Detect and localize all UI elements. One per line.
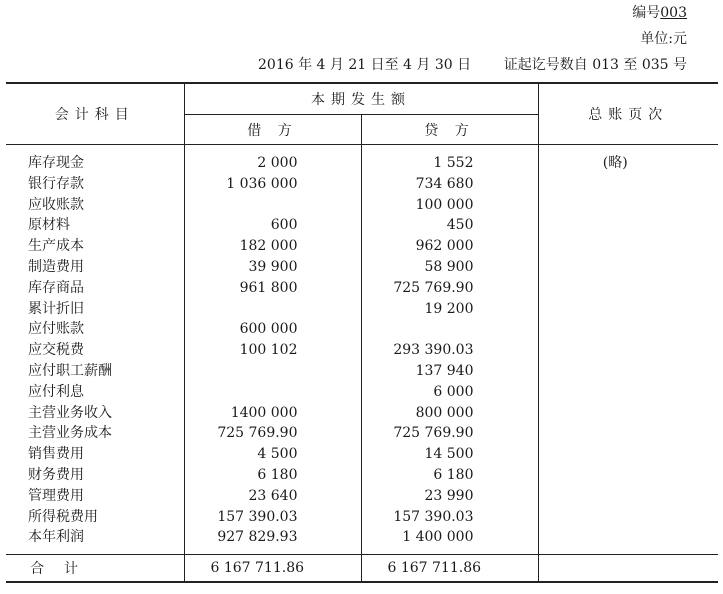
- credit-amount: 1 552: [361, 145, 538, 174]
- credit-amount: 100 000: [361, 195, 538, 216]
- header-credit: 贷 方: [361, 115, 538, 145]
- ledger-page-cell: [538, 423, 718, 444]
- currency-unit: 单位:元: [640, 31, 687, 47]
- credit-amount: 800 000: [361, 403, 538, 424]
- ledger-page-cell: [538, 278, 718, 299]
- ledger-page-cell: [538, 527, 718, 554]
- ledger-page-cell: [538, 361, 718, 382]
- ledger-page-cell: [538, 382, 718, 403]
- credit-amount: [361, 319, 538, 340]
- debit-amount: 1 036 000: [184, 174, 361, 195]
- ledger-page-cell: [538, 195, 718, 216]
- debit-amount: [184, 195, 361, 216]
- table-row: [6, 319, 718, 340]
- table-row: [6, 382, 718, 403]
- table-row: [6, 486, 718, 507]
- credit-amount: 1 400 000: [361, 527, 538, 554]
- ledger-page-cell: [538, 215, 718, 236]
- table-row: [6, 145, 718, 174]
- header-debit: 借 方: [184, 115, 361, 145]
- ledger-page-cell: [538, 299, 718, 320]
- ledger-page-cell: [538, 257, 718, 278]
- credit-amount: 725 769.90: [361, 423, 538, 444]
- debit-amount: 2 000: [184, 145, 361, 174]
- total-credit: 6 167 711.86: [361, 555, 538, 583]
- table-row: [6, 278, 718, 299]
- account-name: 应交税费: [6, 340, 184, 361]
- credit-amount: 6 180: [361, 465, 538, 486]
- account-name: 应付账款: [6, 319, 184, 340]
- debit-amount: 600 000: [184, 319, 361, 340]
- debit-amount: 100 102: [184, 340, 361, 361]
- total-label: 合计: [6, 555, 184, 583]
- reporting-period: 2016 年 4 月 21 日至 4 月 30 日: [258, 57, 472, 73]
- table-row: [6, 174, 718, 195]
- table-row: [6, 444, 718, 465]
- debit-amount: [184, 382, 361, 403]
- credit-amount: 6 000: [361, 382, 538, 403]
- debit-amount: [184, 299, 361, 320]
- account-name: 应付利息: [6, 382, 184, 403]
- credit-amount: 725 769.90: [361, 278, 538, 299]
- credit-amount: 23 990: [361, 486, 538, 507]
- credit-amount: 962 000: [361, 236, 538, 257]
- credit-amount: 157 390.03: [361, 507, 538, 528]
- debit-amount: 600: [184, 215, 361, 236]
- credit-amount: 450: [361, 215, 538, 236]
- total-page-cell: [538, 555, 718, 583]
- account-name: 原材料: [6, 215, 184, 236]
- total-debit: 6 167 711.86: [184, 555, 361, 583]
- account-name: 主营业务收入: [6, 403, 184, 424]
- debit-amount: 23 640: [184, 486, 361, 507]
- debit-amount: 4 500: [184, 444, 361, 465]
- table-row: [6, 195, 718, 216]
- table-row: [6, 215, 718, 236]
- ledger-page-cell: [538, 319, 718, 340]
- account-name: 库存现金: [6, 145, 184, 174]
- table-row: [6, 257, 718, 278]
- table-row: [6, 423, 718, 444]
- table-row: [6, 507, 718, 528]
- debit-amount: 157 390.03: [184, 507, 361, 528]
- account-name: 库存商品: [6, 278, 184, 299]
- voucher-range: 证起讫号数自 013 至 035 号: [503, 57, 687, 73]
- debit-amount: 1400 000: [184, 403, 361, 424]
- ledger-page-cell: [538, 486, 718, 507]
- ledger-page-cell: [538, 340, 718, 361]
- table-row: [6, 236, 718, 257]
- credit-amount: 19 200: [361, 299, 538, 320]
- credit-amount: 293 390.03: [361, 340, 538, 361]
- debit-amount: [184, 361, 361, 382]
- table-row: [6, 527, 718, 554]
- debit-amount: 39 900: [184, 257, 361, 278]
- header-period-amount: 本期发生额: [184, 83, 538, 115]
- ledger-page-cell: [538, 174, 718, 195]
- account-name: 所得税费用: [6, 507, 184, 528]
- table-row: [6, 340, 718, 361]
- account-name: 管理费用: [6, 486, 184, 507]
- account-name: 生产成本: [6, 236, 184, 257]
- account-name: 应收账款: [6, 195, 184, 216]
- table-row: [6, 403, 718, 424]
- document-number-label: 编号: [632, 5, 661, 21]
- account-name: 本年利润: [6, 527, 184, 554]
- account-name: 销售费用: [6, 444, 184, 465]
- account-name: 应付职工薪酬: [6, 361, 184, 382]
- account-name: 制造费用: [6, 257, 184, 278]
- table-row: [6, 361, 718, 382]
- ledger-page-cell: [538, 236, 718, 257]
- account-name: 财务费用: [6, 465, 184, 486]
- credit-amount: 58 900: [361, 257, 538, 278]
- header-ledger-page: 总账页次: [538, 83, 718, 145]
- total-row: [6, 555, 718, 583]
- credit-amount: 14 500: [361, 444, 538, 465]
- document-number: [632, 2, 687, 22]
- document-number-value: 003: [660, 5, 687, 21]
- debit-amount: 182 000: [184, 236, 361, 257]
- table-row: [6, 465, 718, 486]
- debit-amount: 725 769.90: [184, 423, 361, 444]
- debit-amount: 927 829.93: [184, 527, 361, 554]
- header-account: 会计科目: [6, 83, 184, 145]
- table-row: [6, 299, 718, 320]
- ledger-page-cell: [538, 465, 718, 486]
- account-name: 主营业务成本: [6, 423, 184, 444]
- ledger-page-cell: [538, 507, 718, 528]
- credit-amount: 137 940: [361, 361, 538, 382]
- ledger-page-cell: [538, 403, 718, 424]
- ledger-page-cell: (略): [602, 155, 628, 171]
- debit-amount: 961 800: [184, 278, 361, 299]
- account-name: 累计折旧: [6, 299, 184, 320]
- ledger-page-cell: [538, 444, 718, 465]
- ledger-summary-table: [6, 82, 718, 583]
- debit-amount: 6 180: [184, 465, 361, 486]
- credit-amount: 734 680: [361, 174, 538, 195]
- account-name: 银行存款: [6, 174, 184, 195]
- ledger-body: [6, 145, 718, 555]
